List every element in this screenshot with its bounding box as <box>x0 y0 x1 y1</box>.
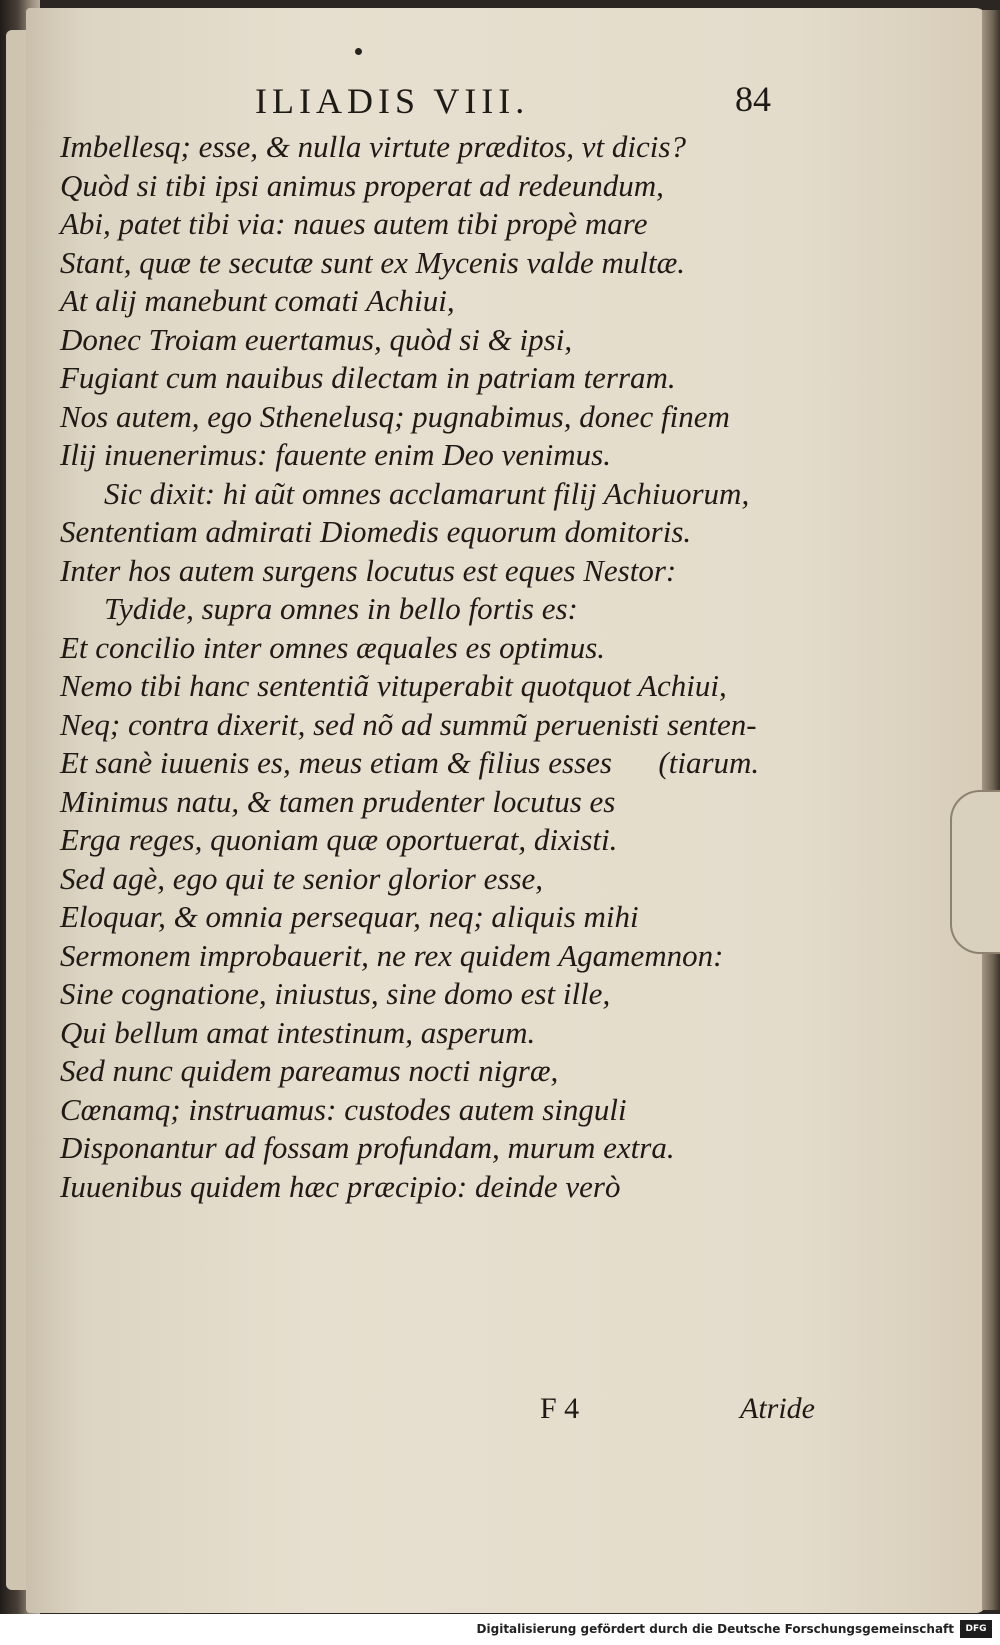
text-line: Nos autem, ego Sthenelusq; pugnabimus, donec finem <box>60 398 730 434</box>
dfg-logo: DFG <box>960 1620 992 1638</box>
text-line: Abi, patet tibi via: naues autem tibi propè mare <box>60 206 648 241</box>
text-line: Et concilio inter omnes æquales es optimus. <box>60 629 606 665</box>
text-line: Cœnamq; instruamus: custodes autem singuli <box>60 1091 627 1127</box>
text-line: Inter hos autem surgens locutus est eques Nestor: <box>60 552 677 588</box>
text-line: Minimus natu, & tamen prudenter locutus es <box>60 783 616 819</box>
text-line: Sine cognatione, iniustus, sine domo est ille, <box>60 976 611 1011</box>
verse-text <box>60 128 820 1206</box>
text-line: Sermonem improbauerit, ne rex quidem Agamemnon: <box>60 937 724 973</box>
text-line: Disponantur ad fossam profundam, murum extra. <box>60 1130 675 1165</box>
ink-dot-mark <box>355 48 362 55</box>
text-line: Quòd si tibi ipsi animus properat ad redeundum, <box>60 167 664 203</box>
text-line: Erga reges, quoniam quæ oportuerat, dixisti. <box>60 822 618 857</box>
text-line: Et sanè iuuenis es, meus etiam & filius esses (tiarum. <box>60 745 760 780</box>
running-title: ILIADIS VIII. <box>255 81 530 121</box>
signature-mark: F 4 <box>540 1392 580 1425</box>
page-header <box>255 80 795 130</box>
page-clip-tab <box>950 790 1000 954</box>
footer-bar <box>0 1614 1000 1645</box>
text-line: Tydide, supra omnes in bello fortis es: <box>104 591 578 626</box>
text-line: Eloquar, & omnia persequar, neq; aliquis mihi <box>60 899 639 934</box>
text-line: Stant, quæ te secutæ sunt ex Mycenis valde multæ. <box>60 244 686 280</box>
text-line: Sententiam admirati Diomedis equorum domitoris. <box>60 514 692 549</box>
catchword: Atride <box>740 1392 815 1425</box>
text-line: Sic dixit: hi aũt omnes acclamarunt filij Achiuorum, <box>104 475 750 511</box>
text-line: Fugiant cum nauibus dilectam in patriam terram. <box>60 360 676 395</box>
text-line: Iuuenibus quidem hæc præcipio: deinde verò <box>60 1168 621 1204</box>
page-number: 84 <box>735 79 771 119</box>
funding-credit: Digitalisierung gefördert durch die Deutsche Forschungsgemeinschaft <box>476 1622 954 1636</box>
text-line: At alij manebunt comati Achiui, <box>60 283 455 318</box>
text-line: Nemo tibi hanc sententiã vituperabit quotquot Achiui, <box>60 668 727 703</box>
text-line: Neq; contra dixerit, sed nõ ad summũ peruenisti senten- <box>60 706 757 742</box>
text-line: Qui bellum amat intestinum, asperum. <box>60 1014 536 1050</box>
text-line: Donec Troiam euertamus, quòd si & ipsi, <box>60 321 573 357</box>
text-line: Sed nunc quidem pareamus nocti nigræ, <box>60 1053 559 1088</box>
text-line: Sed agè, ego qui te senior glorior esse, <box>60 860 544 896</box>
text-line: Ilij inuenerimus: fauente enim Deo venimus. <box>60 437 611 472</box>
text-line: Imbellesq; esse, & nulla virtute præditos, vt dicis? <box>60 129 686 164</box>
